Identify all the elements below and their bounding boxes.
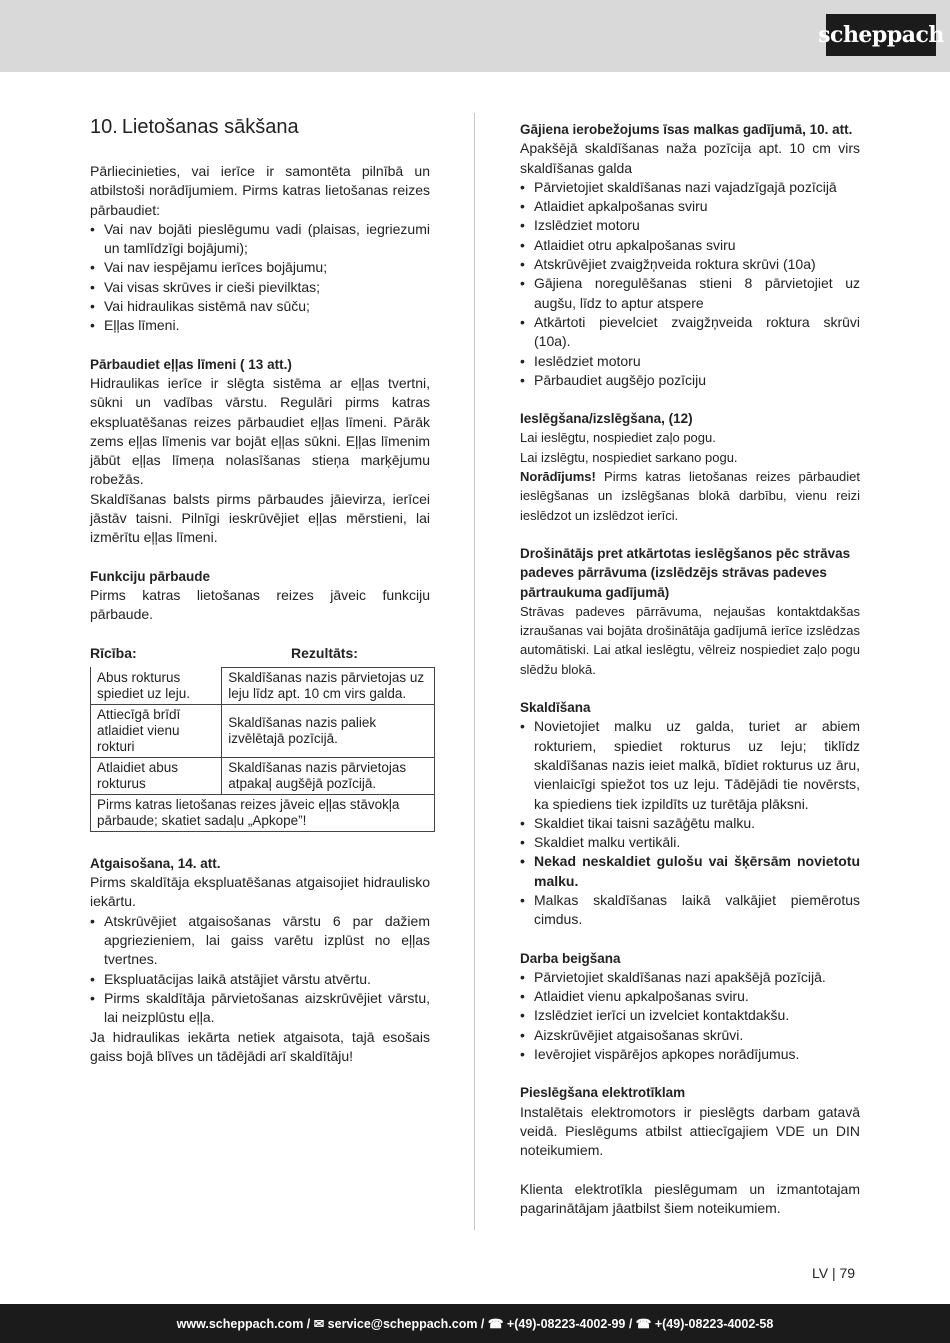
oil-text-2: Skaldīšanas balsts pirms pārbaudes jāievirza, ierīcei jāstāv taisni. Pilnīgi ieskrūvējiet eļļas mērstieni, lai izmērītu eļļas līmeni. [90, 490, 430, 546]
list-item: • Malkas skaldīšanas laikā valkājiet piemērotus cimdus. [520, 891, 860, 930]
list-item: • Vai visas skrūves ir cieši pievilktas; [90, 278, 430, 297]
section-title-text: Lietošanas sākšana [121, 116, 299, 138]
power-heading: Pieslēgšana elektrotīklam [520, 1085, 686, 1101]
list-item: • Vai nav iespējamu ierīces bojājumu; [90, 258, 430, 277]
oil-text: Hidraulikas ierīce ir slēgta sistēma ar eļļas tvertni, sūkni un vadības vārstu. Regulāri pirms katras ekspluatēšanas reizes pārbaudiet eļļas līmeni. Pārāk zems eļļas līmenis var bojāt eļļas sūkni. Eļļas līmenim jābūt eļļas līmeņa nolasīšanas stieņa marķējumu robežās. [90, 374, 430, 488]
vent-end: Ja hidraulikas iekārta netiek atgaisota, tajā esošais gaiss bojā blīves un tādējādi arī skaldītāju! [90, 1028, 430, 1064]
table-head-result: Rezultāts: [291, 644, 358, 661]
table-head-action: Rīcība: [90, 644, 137, 661]
table-cell-result: Skaldīšanas nazis pārvietojas uz leju līdz apt. 10 cm virs galda. [222, 667, 435, 704]
switch-on-text: Lai ieslēgtu, nospiediet zaļo pogu. [520, 430, 716, 446]
note-label: Norādījums! [520, 469, 596, 485]
header-bar [0, 0, 950, 72]
list-item: • Atlaidiet otru apkalpošanas sviru [520, 236, 860, 255]
list-item: • Vai hidraulikas sistēmā nav sūču; [90, 297, 430, 316]
table-cell-action: Abus rokturus spiediet uz leju. [91, 667, 222, 704]
list-item: • Pirms skaldītāja pārvietošanas aizskrūvējiet vārstu, lai neizplūstu eļļa. [90, 989, 430, 1028]
restart-text: Strāvas padeves pārrāvuma, nejaušas kontaktdakšas izraušanas vai bojāta drošinātāja gadījumā ierīce izslēdzas automātiski. Lai atkal ieslēgtu, vēlreiz nospiediet zaļo pogu slēdžu blokā. [520, 603, 860, 677]
list-item: • Gājiena noregulēšanas stieni 8 pārvietojiet uz augšu, līdz to aptur atspere [520, 274, 860, 313]
column-divider [474, 113, 475, 1230]
table-cell-result: Skaldīšanas nazis pārvietojas atpakaļ augšējā pozīcijā. [222, 757, 435, 794]
switch-heading: Ieslēgšana/izslēgšana, (12) [520, 411, 693, 427]
table-cell-result: Skaldīšanas nazis paliek izvēlētajā pozīcijā. [222, 704, 435, 757]
function-heading: Funkciju pārbaude [90, 568, 211, 584]
stroke-text: Apakšējā skaldīšanas naža pozīcija apt. 10 cm virs skaldīšanas galda [520, 140, 860, 176]
oil-heading: Pārbaudiet eļļas līmeni ( 13 att.) [90, 356, 292, 372]
table-cell-action: Atlaidiet abus rokturus [91, 757, 222, 794]
list-item: • Atlaidiet apkalpošanas sviru [520, 197, 860, 216]
table-row [91, 794, 435, 831]
power-text-2: Klienta elektrotīkla pieslēgumam un izmantotajam pagarinātājam jāatbilst šiem noteikumiem. [520, 1180, 860, 1216]
list-item: • Ieslēdziet motoru [520, 352, 860, 371]
end-list [520, 968, 860, 1064]
footer-contacts[interactable]: www.scheppach.com / ✉ service@scheppach.com / ☎ +(49)-08223-4002-99 / ☎ +(49)-08223-4002-58 [176, 1317, 774, 1331]
table-row [91, 704, 435, 757]
vent-text: Pirms skaldītāja ekspluatēšanas atgaisojiet hidraulisko iekārtu. [90, 874, 430, 910]
list-item: • Ievērojiet vispārējos apkopes norādījumus. [520, 1045, 860, 1064]
section-title [90, 112, 430, 142]
list-item: • Pārbaudiet augšējo pozīciju [520, 371, 860, 390]
list-item: • Eļļas līmeni. [90, 316, 430, 335]
vent-heading: Atgaisošana, 14. att. [90, 855, 221, 871]
split-list [520, 717, 860, 929]
right-column [520, 120, 860, 1218]
stroke-list [520, 178, 860, 390]
switch-note [520, 467, 860, 525]
list-item: • Atkārtoti pievelciet zvaigžņveida roktura skrūvi (10a). [520, 313, 860, 352]
note-text: Pirms katras lietošanas reizes pārbaudiet ieslēgšanas un izslēgšanas blokā darbību, vienu reizi ieslēdzot un izslēdzot ierīci. [520, 469, 860, 523]
list-item: • Pārvietojiet skaldīšanas nazi apakšējā pozīcijā. [520, 968, 860, 987]
switch-off-text: Lai izslēgtu, nospiediet sarkano pogu. [520, 449, 738, 465]
split-heading: Skaldīšana [520, 700, 591, 716]
list-item: • Skaldiet malku vertikāli. [520, 833, 860, 852]
table-header [90, 644, 430, 663]
list-item: • Pārvietojiet skaldīšanas nazi vajadzīgajā pozīcijā [520, 178, 860, 197]
restart-heading: Drošinātājs pret atkārtotas ieslēgšanos pēc strāvas padeves pārrāvuma (izslēdzējs strāvas padeves pārtraukuma gadījumā) [520, 545, 851, 600]
list-item: • Atskrūvējiet zvaigžņveida roktura skrūvi (10a) [520, 255, 860, 274]
table-note: Pirms katras lietošanas reizes jāveic eļļas stāvokļa pārbaude; skatiet sadaļu „Apkope”! [91, 794, 435, 831]
table-cell-action: Attiecīgā brīdī atlaidiet vienu rokturi [91, 704, 222, 757]
list-item: • Aizskrūvējiet atgaisošanas skrūvi. [520, 1026, 860, 1045]
list-item: • Skaldiet tikai taisni sazāģētu malku. [520, 814, 860, 833]
end-heading: Darba beigšana [520, 950, 621, 966]
check-list [90, 220, 430, 336]
intro-text: Pārliecinieties, vai ierīce ir samontēta pilnībā un atbilstoši norādījumiem. Pirms katras lietošanas reizes pārbaudiet: [90, 163, 430, 218]
brand-logo: scheppach [826, 14, 936, 56]
power-text: Instalētais elektromotors ir pieslēgts darbam gatavā veidā. Pieslēgums atbilst attiecīgajiem VDE un DIN noteikumiem. [520, 1103, 860, 1159]
function-table [90, 667, 435, 832]
section-number: 10. [90, 116, 118, 138]
stroke-heading: Gājiena ierobežojums īsas malkas gadījumā, 10. att. [520, 122, 853, 137]
list-item: • Izslēdziet ierīci un izvelciet kontaktdakšu. [520, 1006, 860, 1025]
table-row [91, 667, 435, 704]
list-item: • Ekspluatācijas laikā atstājiet vārstu atvērtu. [90, 970, 430, 989]
list-item: • Vai nav bojāti pieslēgumu vadi (plaisas, iegriezumi un tamlīdzīgi bojājumi); [90, 220, 430, 259]
list-item: • Atlaidiet vienu apkalpošanas sviru. [520, 987, 860, 1006]
left-column [90, 112, 430, 1066]
footer-bar [0, 1304, 950, 1343]
list-item: • Izslēdziet motoru [520, 216, 860, 235]
list-item: • Atskrūvējiet atgaisošanas vārstu 6 par dažiem apgriezieniem, lai gaiss varētu izplūst no eļļas tvertnes. [90, 912, 430, 970]
page-number: LV | 79 [812, 1265, 856, 1281]
list-item: • Novietojiet malku uz galda, turiet ar abiem rokturiem, spiediet rokturus uz leju; tiklīdz skaldīšanas nazis ieiet malkā, bīdiet rokturus uz āru, vienlaicīgi spiežot tos uz leju. Tādējādi tie novērsts, ka spiediens tiek izpildīts uz turētāja plāksni. [520, 717, 860, 813]
vent-list [90, 912, 430, 1028]
list-item: • Nekad neskaldiet gulošu vai šķērsām novietotu malku. [520, 852, 860, 891]
table-row [91, 757, 435, 794]
function-text: Pirms katras lietošanas reizes jāveic funkciju pārbaude. [90, 586, 430, 623]
